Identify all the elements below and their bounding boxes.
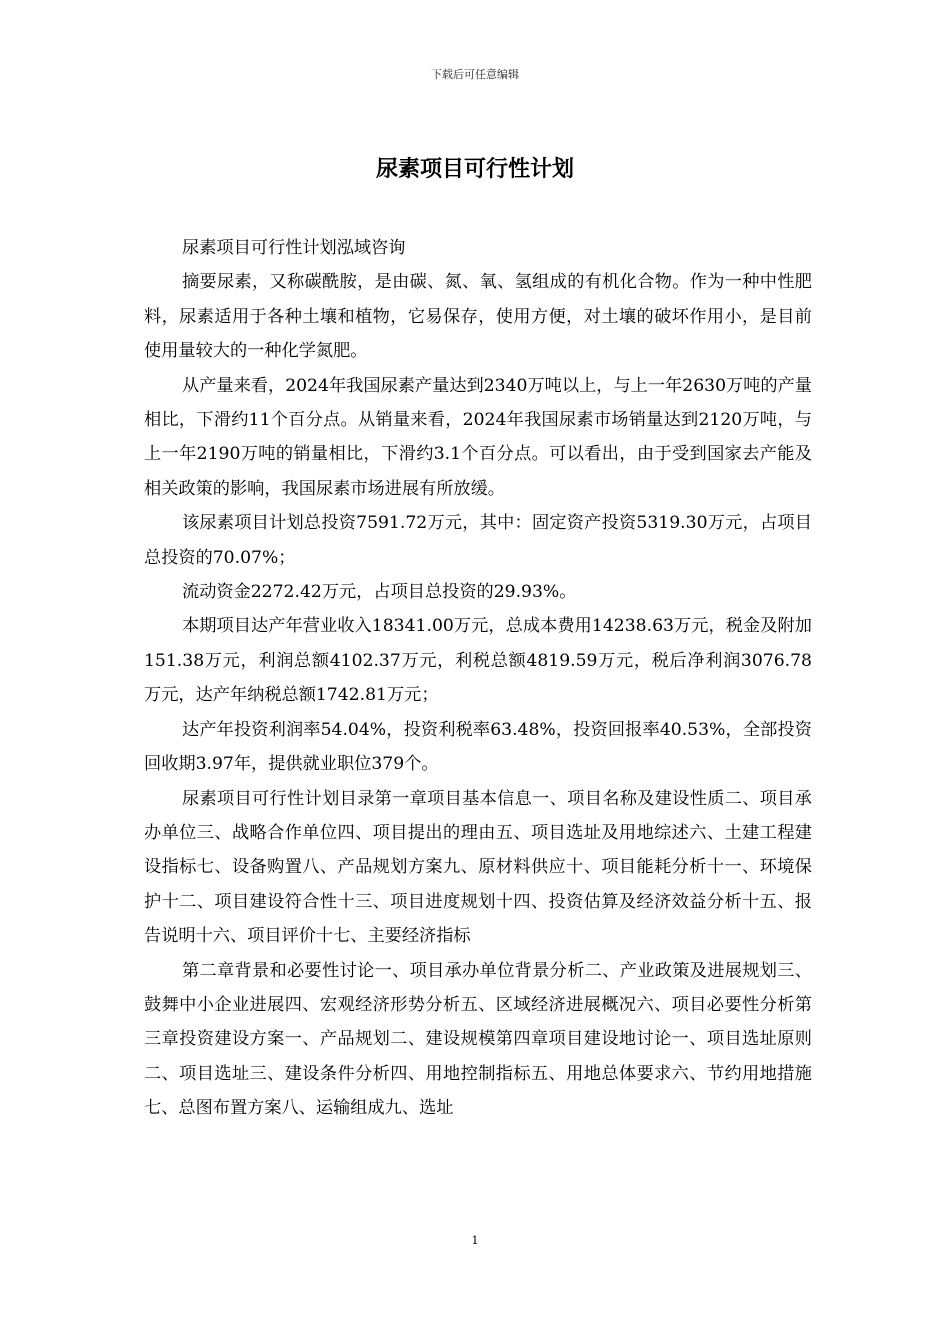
document-body xyxy=(144,231,812,1126)
page-number: 1 xyxy=(471,1234,479,1247)
paragraph-revenue: 本期项目达产年营业收入18341.00万元，总成本费用14238.63万元，税金及附加151.38万元，利润总额4102.37万元，利税总额4819.59万元，税后净利润3076.78万元，达产年纳税总额1742.81万元； xyxy=(144,616,812,706)
paragraph-investment: 该尿素项目计划总投资7591.72万元，其中：固定资产投资5319.30万元，占项目总投资的70.07%； xyxy=(144,513,812,568)
page-header: 下载后可任意编辑 xyxy=(431,68,519,81)
paragraph-abstract: 摘要尿素，又称碳酰胺，是由碳、氮、氧、氢组成的有机化合物。作为一种中性肥料，尿素适用于各种土壤和植物，它易保存，使用方便，对土壤的破坏作用小，是目前使用量较大的一种化学氮肥。 xyxy=(144,272,812,362)
paragraph-working-capital: 流动资金2272.42万元，占项目总投资的29.93%。 xyxy=(182,582,577,603)
paragraph-toc-chapter-1: 尿素项目可行性计划目录第一章项目基本信息一、项目名称及建设性质二、项目承办单位三、战略合作单位四、项目提出的理由五、项目选址及用地综述六、土建工程建设指标七、设备购置八、产品规划方案九、原材料供应十、项目能耗分析十一、环境保护十二、项目建设符合性十三、项目进度规划十四、投资估算及经济效益分析十五、报告说明十六、项目评价十七、主要经济指标 xyxy=(144,788,812,947)
paragraph-returns: 达产年投资利润率54.04%，投资利税率63.48%，投资回报率40.53%，全部投资回收期3.97年，提供就业职位379个。 xyxy=(144,719,812,775)
paragraph-production: 从产量来看，2024年我国尿素产量达到2340万吨以上，与上一年2630万吨的产量相比，下滑约11个百分点。从销量来看，2024年我国尿素市场销量达到2120万吨，与上一年2190万吨的销量相比，下滑约3.1个百分点。可以看出，由于受到国家去产能及相关政策的影响，我国尿素市场进展有所放缓。 xyxy=(144,375,812,499)
paragraph-subtitle: 尿素项目可行性计划泓域咨询 xyxy=(182,238,406,258)
paragraph-toc-chapter-2: 第二章背景和必要性讨论一、项目承办单位背景分析二、产业政策及进展规划三、鼓舞中小企业进展四、宏观经济形势分析五、区域经济进展概况六、项目必要性分析第三章投资建设方案一、产品规划二、建设规模第四章项目建设地讨论一、项目选址原则二、项目选址三、建设条件分析四、用地控制指标五、用地总体要求六、节约用地措施七、总图布置方案八、运输组成九、选址 xyxy=(144,960,812,1119)
document-title: 尿素项目可行性计划 xyxy=(375,157,574,182)
